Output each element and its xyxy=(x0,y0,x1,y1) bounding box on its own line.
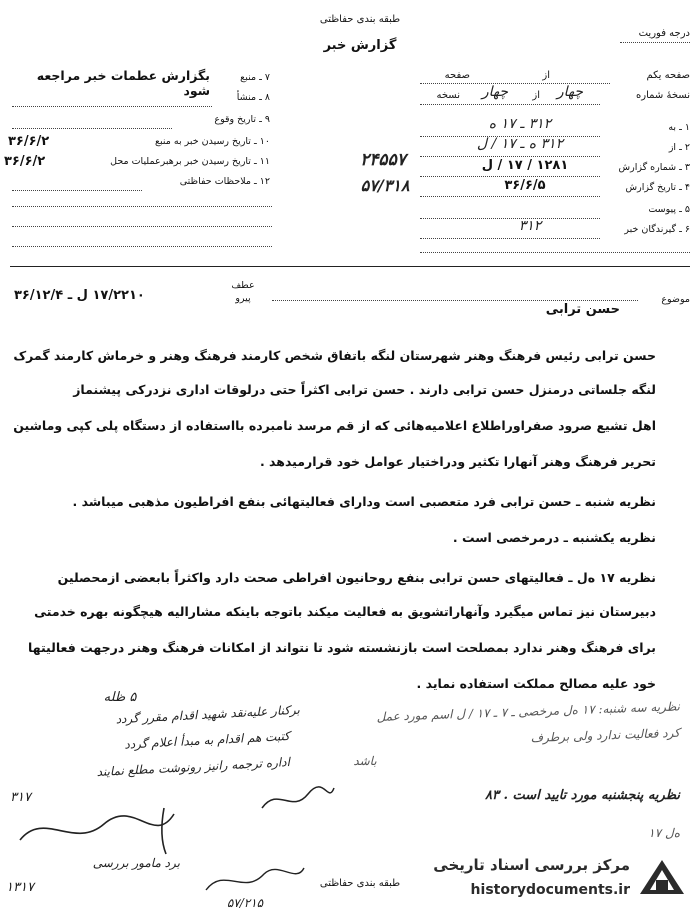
left-line-a xyxy=(12,206,272,207)
field-2-line xyxy=(420,156,600,157)
archive-logo-icon xyxy=(634,854,690,906)
field-11-label: ۱۱ ـ تاریخ رسیدن خبر برهبرعملیات محل xyxy=(110,156,270,167)
note-right-4: نظریه پنجشنبه مورد تایید است . ۸۳ xyxy=(485,788,680,803)
field-7-label: ۷ ـ منبع xyxy=(240,72,270,83)
note-signature-label: برد مامور بررسی xyxy=(92,856,180,870)
left-line-c xyxy=(12,246,272,247)
copy-label: نسخه xyxy=(436,90,460,101)
page-label: صفحه xyxy=(444,70,470,81)
field-8-label: ۸ ـ منشأ xyxy=(236,92,270,103)
field-9-label: ۹ ـ تاریخ وقوع xyxy=(214,114,270,125)
stamp-number-1: ۲۴۵۵۷ xyxy=(360,150,406,170)
field-3-label: ۳ ـ شماره گزارش xyxy=(618,162,690,173)
classification-label-top: طبقه بندی حفاظتی xyxy=(319,14,401,25)
body-line-10: خود علیه مصالح مملکت استفاده نماید . xyxy=(416,676,656,691)
priority-label: درجه فوریت xyxy=(638,28,690,39)
note-right-2: کرد فعالیت ندارد ولی برطرف xyxy=(530,725,681,745)
field-10-label: ۱۰ ـ تاریخ رسیدن خبر به منبع xyxy=(154,136,270,147)
subject-value: حسن ترابی xyxy=(545,302,620,317)
note-margin-5: ۳۱۷ xyxy=(10,790,31,805)
field-6-line xyxy=(420,238,600,239)
note-margin-1: ۵ ظله xyxy=(103,690,137,705)
field-6-value: ۳۱۲ xyxy=(518,218,542,234)
body-line-4: تحریر فرهنگ وهنر آنهارا تکثیر ودراختیار عوامل خود قرارمیدهد . xyxy=(259,454,656,469)
subject-label: موضوع xyxy=(661,294,690,305)
reference-value: ۱۷/۲۲۱۰ ل ـ ۳۶/۱۲/۴ xyxy=(14,288,145,303)
from-label: از xyxy=(542,70,550,81)
field-4-label: ۴ ـ تاریخ گزارش xyxy=(625,182,690,193)
classification-label-bottom: طبقه بندی حفاظتی xyxy=(319,878,401,889)
page-one-label: صفحه یکم xyxy=(646,70,690,81)
priority-underline xyxy=(620,42,690,43)
stamp-number-2: ۵۷/۳۱۸ xyxy=(360,176,410,195)
body-line-6: نظریه یکشنبه ـ درمرخصی است . xyxy=(452,530,656,545)
reference-label-top: عطف xyxy=(231,280,255,291)
copy-line xyxy=(420,104,600,105)
left-line-b xyxy=(12,226,272,227)
note-bottom-number-1: ۱۳۱۷ xyxy=(6,880,34,895)
field-2-value: ۳۱۲ ه ـ ۱۷ / ل xyxy=(476,136,564,152)
field-3-value: ۱۲۸۱ / ۱۷ / ل xyxy=(481,158,569,173)
reference-label-bottom: پیرو xyxy=(235,293,251,304)
body-line-8: دبیرستان نیز تماس میگیرد وآنهاراتشویق به فعالیت میکند باتوجه باینکه مشارالیه هیچگونه بهره خدمتی xyxy=(34,604,656,619)
field-7-value: بگزارش عطمات خبر مراجعه شود xyxy=(36,68,210,98)
note-margin-4: اداره ترجمه رانیز رونوشت مطلع نمایند xyxy=(96,754,291,780)
report-title: گزارش خبر xyxy=(323,38,397,53)
body-line-3: اهل تشیع صرود صفراوراطلاع اعلامیه‌هائی که از قم مرسد نامبرده بااستفاده از دستگاه پلی کپی وماشین xyxy=(13,418,656,433)
watermark-url: historydocuments.ir xyxy=(470,882,630,898)
copy-number-label: نسخهٔ شماره xyxy=(636,90,690,101)
subject-line xyxy=(272,300,638,301)
watermark-title: مرکز بررسی اسناد تاریخی xyxy=(433,856,630,874)
field-5-label: ۵ ـ پیوست xyxy=(648,204,690,215)
field-6-line-2 xyxy=(420,252,690,253)
field-1-label: ۱ ـ به xyxy=(668,122,690,133)
note-margin-2: برکنار علیه‌نقد شهید اقدام مقرر گردد xyxy=(115,702,301,727)
note-right-3: باشد xyxy=(353,754,377,768)
signature-right xyxy=(258,780,338,820)
body-line-2: لنگه جلساتی درمنزل حسن ترابی دارند . حسن ترابی اکثراً حتی درلوقات اداری نزدرکی پیشنماز xyxy=(73,382,656,397)
note-right-5: ه‌ل ۱۷ xyxy=(648,826,680,840)
field-10-value: ۳۶/۶/۲ xyxy=(8,134,50,149)
signature-left xyxy=(14,800,184,860)
archive-watermark xyxy=(420,850,696,910)
field-4-value: ۳۶/۶/۵ xyxy=(504,178,546,193)
body-line-9: برای فرهنگ وهنر ندارد بمصلحت است بازنشسته شود تا نتواند از امکانات فرهنگ وهنر درجهت فعالیتها xyxy=(28,640,656,655)
field-12-label: ۱۲ ـ ملاحظات حفاظتی xyxy=(179,176,270,187)
copy-from-value: چهار xyxy=(481,84,509,100)
copy-number-value: چهار xyxy=(556,84,584,100)
note-right-1: نظریه سه شنبه: ۱۷ ه‌ل مرخصی ـ ۷ ـ ۱۷ / ل اسم مورد عمل xyxy=(376,699,681,724)
field-2-label: ۲ ـ از xyxy=(668,142,690,153)
body-line-1: حسن ترابی رئیس فرهنگ وهنر شهرستان لنگه باتفاق شخص کارمند فرهنگ وهنر و خرماش کارمند گمرک xyxy=(13,348,656,363)
field-9-line xyxy=(12,128,172,129)
field-4-line xyxy=(420,196,600,197)
header-separator xyxy=(10,266,690,267)
field-6-label: ۶ ـ گیرندگان خبر xyxy=(624,224,690,235)
field-8-line xyxy=(12,106,212,107)
field-1-value: ۳۱۲ ـ ۱۷ ه xyxy=(488,116,552,132)
body-line-5: نظریه شنبه ـ حسن ترابی فرد متعصبی است ودارای فعالیتهائی بنفع افراطیون مذهبی میباشد . xyxy=(72,494,656,509)
field-3-line xyxy=(420,176,600,177)
field-12-line xyxy=(12,190,142,191)
body-line-7: نظریه ۱۷ ه‌ل ـ فعالیتهای حسن ترابی بنفع روحانیون افراطی صحت دارد واکثراً بابعضی ازمحصلین xyxy=(57,570,656,585)
note-bottom-number-2: ۵۷/۲۱۵ xyxy=(226,896,264,910)
signature-bottom xyxy=(200,856,310,902)
note-margin-3: کتبت هم اقدام به مبدأ اعلام گردد xyxy=(124,728,291,752)
copy-from-label: از xyxy=(532,90,540,101)
field-11-value: ۳۶/۶/۲ xyxy=(4,154,46,169)
